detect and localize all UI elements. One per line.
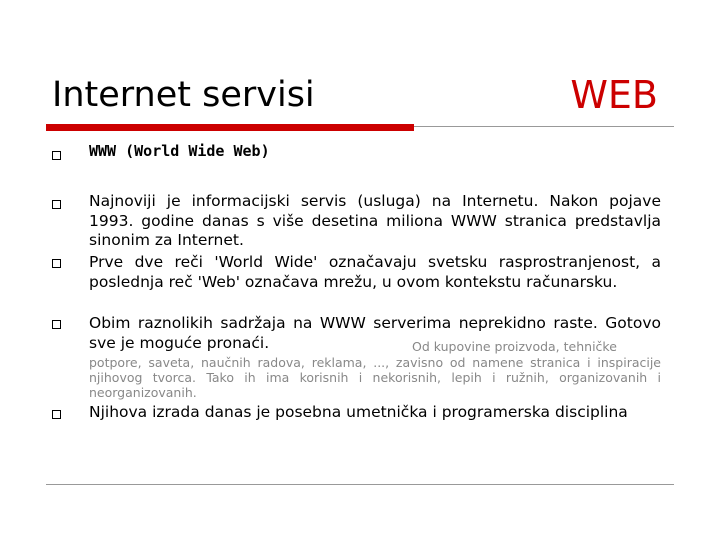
bullet-3-text: Prve dve reči 'World Wide' označavaju svetsku rasprostranjenost, a poslednja reč 'Web' označava mrežu, u ovom kontekstu računarsku. <box>89 253 661 291</box>
bullet-4-text: Obim raznolikih sadržaja na WWW serverima neprekidno raste. Gotovo sve je moguće pronaći. <box>89 314 661 352</box>
slide-title: Internet servisi <box>52 75 315 115</box>
bullet-5-text: Njihova izrada danas je posebna umetnička i programerska disciplina <box>89 403 628 421</box>
bullet-marker-icon <box>52 320 61 329</box>
bullet-marker-icon <box>52 151 61 160</box>
bullet-marker-icon <box>52 200 61 209</box>
bullet-marker-icon <box>52 410 61 419</box>
bullet-2-text: Najnoviji je informacijski servis (usluga) na Internetu. Nakon pojave 1993. godine danas s više desetina miliona WWW stranica predstavlja sinonim za Internet. <box>89 192 661 249</box>
bullet-4-aside-rest: potpore, saveta, naučnih radova, reklama, ..., zavisno od namene stranica i inspiracije njihovog tvorca. Tako ih ima korisnih i nekorisnih, lepih i ružnih, organizovanih i neorganizovanih. <box>89 355 661 400</box>
title-underline-accent <box>46 124 414 131</box>
bullet-4-aside-start: Od kupovine proizvoda, tehničke <box>412 339 617 354</box>
bullet-1-text: WWW (World Wide Web) <box>89 142 270 160</box>
footer-rule <box>46 484 674 485</box>
slide-title-right: WEB <box>570 73 658 117</box>
bullet-marker-icon <box>52 259 61 268</box>
